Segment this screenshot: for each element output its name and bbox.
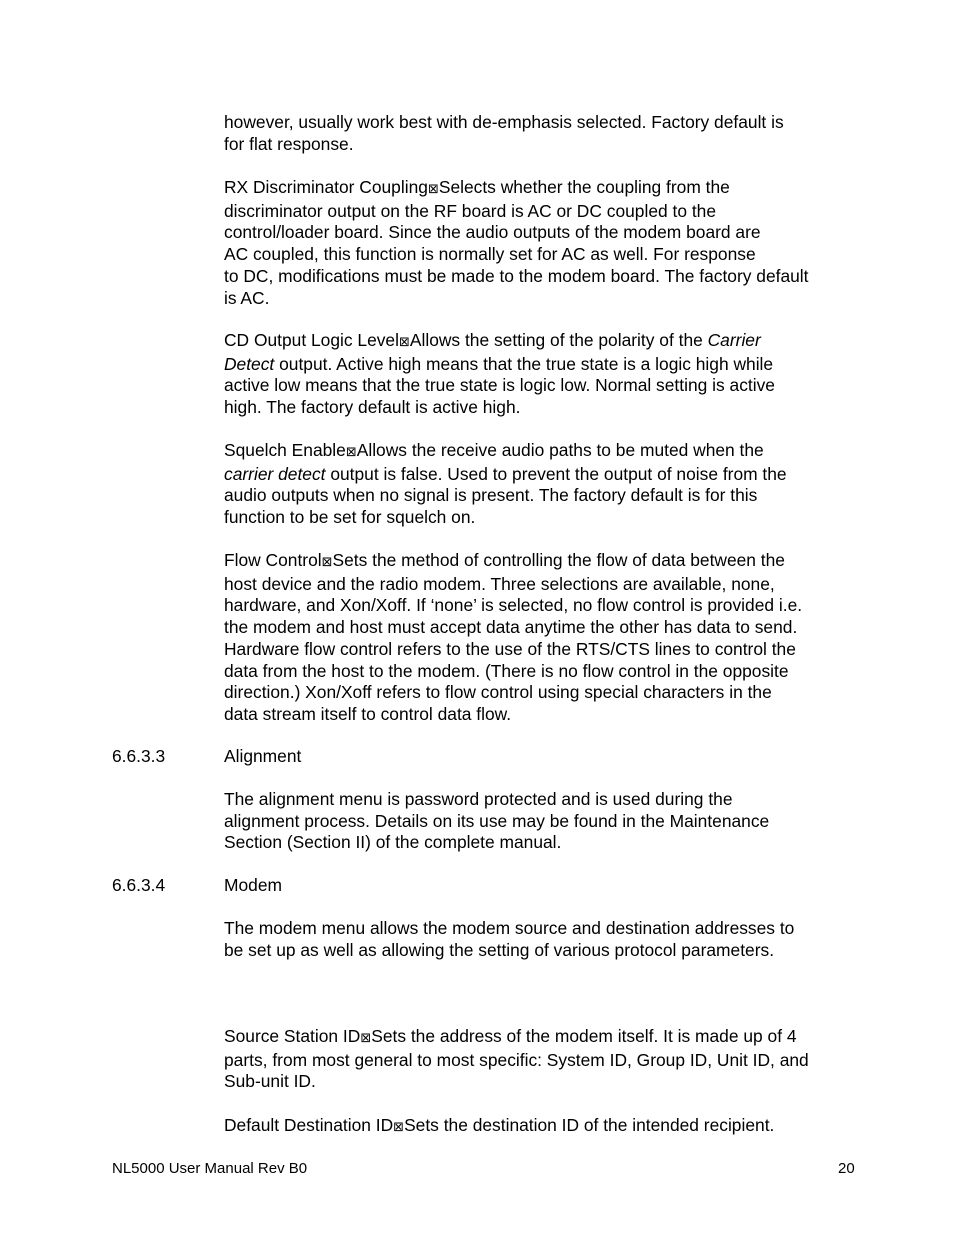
text-line: Squelch Enable⊠Allows the receive audio paths to be muted when the xyxy=(224,440,764,460)
paragraph-default-destination-id xyxy=(224,1115,864,1139)
text-line: Default Destination ID⊠Sets the destination ID of the intended recipient. xyxy=(224,1115,775,1135)
term-label: Flow Control xyxy=(224,550,322,570)
text-line: be set up as well as allowing the setting of various protocol parameters. xyxy=(224,939,775,960)
text-line: high. The factory default is active high. xyxy=(224,397,521,418)
text-line: data stream itself to control data flow. xyxy=(224,703,512,724)
paragraph-modem xyxy=(224,918,864,961)
text-line: Detect output. Active high means that the true state is a logic high while xyxy=(224,353,774,374)
text-line: Section (Section II) of the complete manual. xyxy=(224,832,562,853)
text-line: The modem menu allows the modem source and destination addresses to xyxy=(224,918,795,938)
text-line: the modem and host must accept data anytime the other has data to send. xyxy=(224,617,798,638)
separator-glyph: ⊠ xyxy=(321,555,333,570)
text-line: AC coupled, this function is normally set for AC as well. For response xyxy=(224,244,756,265)
paragraph-source-station-id xyxy=(224,1026,864,1093)
footer-page-number: 20 xyxy=(838,1160,855,1177)
text-line: control/loader board. Since the audio outputs of the modem board are xyxy=(224,222,761,243)
text-line: direction.) Xon/Xoff refers to flow control using special characters in the xyxy=(224,682,772,703)
separator-glyph: ⊠ xyxy=(398,335,410,350)
text-line: active low means that the true state is logic low. Normal setting is active xyxy=(224,375,775,396)
text-line: data from the host to the modem. (There is no flow control in the opposite xyxy=(224,660,789,681)
text-line: RX Discriminator Coupling⊠Selects whether the coupling from the xyxy=(224,177,730,197)
section-title-alignment: Alignment xyxy=(224,746,302,766)
text-line: Hardware flow control refers to the use of the RTS/CTS lines to control the xyxy=(224,638,796,659)
section-number-modem: 6.6.3.4 xyxy=(112,875,166,895)
text-line: carrier detect output is false. Used to prevent the output of noise from the xyxy=(224,463,787,484)
text-line: alignment process. Details on its use may be found in the Maintenance xyxy=(224,810,770,831)
term-label: RX Discriminator Coupling xyxy=(224,177,428,197)
section-number-alignment: 6.6.3.3 xyxy=(112,746,166,766)
text-line: host device and the radio modem. Three selections are available, none, xyxy=(224,573,775,594)
text-line: Sub-unit ID. xyxy=(224,1071,316,1092)
paragraph-flow-control xyxy=(224,550,864,726)
text-line: however, usually work best with de-emphasis selected. Factory default is xyxy=(224,112,784,132)
text-line: CD Output Logic Level⊠Allows the setting of the polarity of the Carrier xyxy=(224,330,761,350)
section-title-modem: Modem xyxy=(224,875,282,895)
paragraph-alignment xyxy=(224,789,864,854)
text-line: audio outputs when no signal is present. The factory default is for this xyxy=(224,485,758,506)
text-line: is AC. xyxy=(224,287,270,308)
text-line: function to be set for squelch on. xyxy=(224,507,476,528)
term-label: Squelch Enable xyxy=(224,440,346,460)
text-line: Flow Control⊠Sets the method of controlling the flow of data between the xyxy=(224,550,785,570)
text-line: for flat response. xyxy=(224,133,354,154)
separator-glyph: ⊠ xyxy=(393,1120,405,1135)
paragraph-cd-output-logic-level xyxy=(224,330,864,419)
separator-glyph: ⊠ xyxy=(360,1031,372,1046)
text-line: parts, from most general to most specific: System ID, Group ID, Unit ID, and xyxy=(224,1049,809,1070)
term-label: Default Destination ID xyxy=(224,1115,394,1135)
paragraph-squelch-enable xyxy=(224,440,864,529)
text-line: The alignment menu is password protected and is used during the xyxy=(224,789,733,809)
term-label: Source Station ID xyxy=(224,1026,361,1046)
separator-glyph: ⊠ xyxy=(345,445,357,460)
term-label: CD Output Logic Level xyxy=(224,330,399,350)
paragraph-rx-discriminator-coupling xyxy=(224,177,864,309)
text-line: discriminator output on the RF board is AC or DC coupled to the xyxy=(224,200,717,221)
text-line: hardware, and Xon/Xoff. If ‘none’ is selected, no flow control is provided i.e. xyxy=(224,595,803,616)
text-line: Source Station ID⊠Sets the address of the modem itself. It is made up of 4 xyxy=(224,1026,797,1046)
separator-glyph: ⊠ xyxy=(427,182,439,197)
paragraph-deemphasis xyxy=(224,112,864,155)
text-line: to DC, modifications must be made to the modem board. The factory default xyxy=(224,265,809,286)
footer-document-title: NL5000 User Manual Rev B0 xyxy=(112,1160,308,1177)
